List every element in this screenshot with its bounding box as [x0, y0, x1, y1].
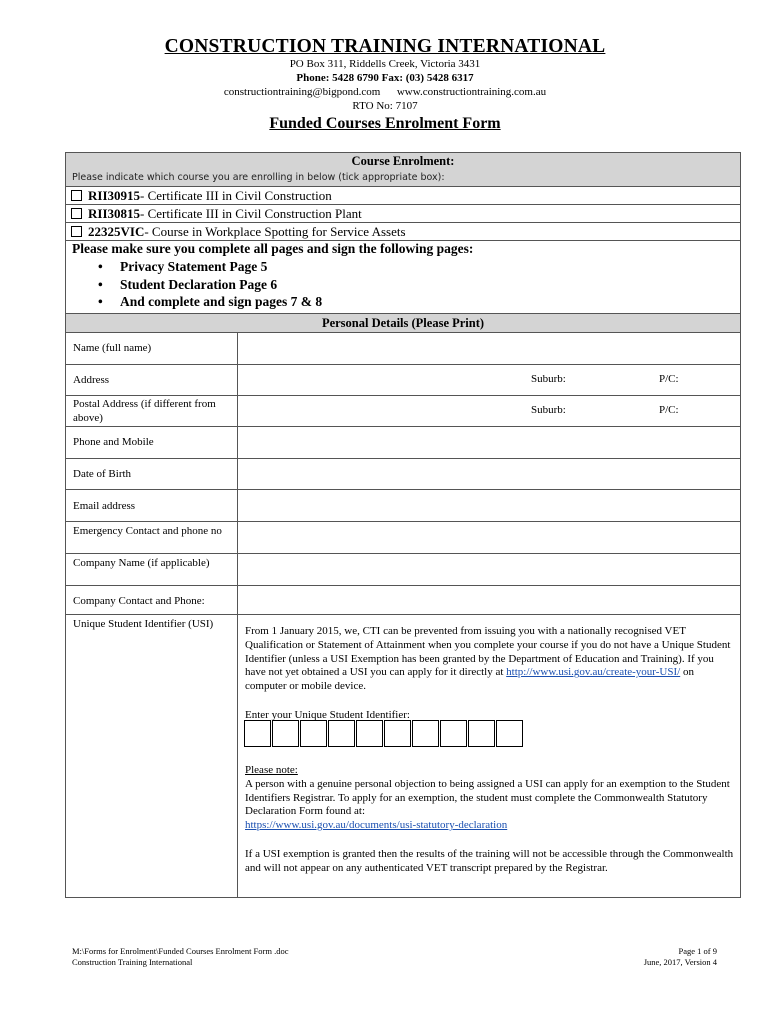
page-list-item: • And complete and sign pages 7 & 8	[98, 294, 323, 309]
field-label: Emergency Contact and phone no	[73, 525, 222, 537]
note-text: A person with a genuine personal objection to being assigned a USI can apply for an exemption to the Student Identifiers Registrar. To apply for an exemption, the student must complete the Commonwealth Statutory Declaration Form found at:	[245, 777, 730, 818]
checkbox-icon[interactable]	[71, 226, 82, 237]
course-enrolment-title: Course Enrolment:	[351, 154, 455, 168]
field-row-postal-address[interactable]	[65, 396, 741, 427]
field-row-phone[interactable]	[65, 427, 741, 459]
field-row-address[interactable]	[65, 365, 741, 396]
usi-create-link[interactable]: http://www.usi.gov.au/create-your-USI/	[506, 666, 681, 679]
field-label: Address	[73, 374, 110, 386]
field-label: Phone and Mobile	[73, 436, 154, 448]
sign-pages-instruction: Please make sure you complete all pages and sign the following pages:	[72, 241, 474, 256]
usi-exemption-text: If a USI exemption is granted then the results of the training will not be accessible through the Commonwealth and will not appear on any authenticated VET transcript prepared by the Registrar.	[245, 848, 734, 874]
course-code: 22325VIC	[88, 224, 145, 239]
postal-address: PO Box 311, Riddells Creek, Victoria 3431	[289, 58, 481, 70]
footer-right	[644, 946, 717, 968]
usi-char-box[interactable]	[496, 720, 523, 747]
usi-entry-label: Enter your Unique Student Identifier:	[245, 709, 410, 721]
personal-details-header	[65, 313, 741, 333]
bullet-icon: •	[98, 294, 103, 309]
page-list-item: • Student Declaration Page 6	[98, 277, 278, 292]
course-name: - Course in Workplace Spotting for Service Assets	[144, 224, 406, 239]
course-option[interactable]	[65, 205, 741, 223]
footer-left	[72, 946, 289, 968]
field-row-email[interactable]	[65, 490, 741, 522]
bullet-icon: •	[98, 277, 103, 292]
field-label: Date of Birth	[73, 468, 132, 480]
usi-char-box[interactable]	[468, 720, 495, 747]
course-enrolment-instruction: Please indicate which course you are enrolling in below (tick appropriate box):	[72, 172, 445, 183]
course-name: - Certificate III in Civil Construction	[140, 188, 332, 203]
field-label: Unique Student Identifier (USI)	[73, 618, 214, 630]
rto-number: RTO No: 7107	[352, 100, 418, 112]
usi-info-paragraph: From 1 January 2015, we, CTI can be prevented from issuing you with a nationally recognised VET Qualification or Statement of Attainment when you complete your course if you do not have a Unique Student Identifier (unless a USI Exemption has been granted by the Department of Education and Training). If you have not yet obtained a USI you can apply for it directly at http://www.usi.gov.au/create-your-USI/ on computer or mobile device.	[245, 625, 731, 693]
usi-note	[245, 764, 735, 833]
phone-fax: Phone: 5428 6790 Fax: (03) 5428 6317	[296, 72, 474, 84]
contact-line	[0, 86, 770, 98]
field-label: Name (full name)	[73, 342, 152, 354]
checkbox-icon[interactable]	[71, 190, 82, 201]
usi-char-box[interactable]	[356, 720, 383, 747]
checkbox-icon[interactable]	[71, 208, 82, 219]
organisation-name: CONSTRUCTION TRAINING INTERNATIONAL	[164, 36, 606, 57]
file-path: M:\Forms for Enrolment\Funded Courses Enrolment Form .doc	[72, 946, 289, 956]
course-name: - Certificate III in Civil Construction Plant	[140, 206, 362, 221]
postcode-label: P/C:	[659, 373, 679, 385]
footer-org: Construction Training International	[72, 957, 193, 967]
usi-char-box[interactable]	[412, 720, 439, 747]
usi-char-box[interactable]	[440, 720, 467, 747]
website-text: www.constructiontraining.com.au	[396, 86, 547, 98]
field-row-company-contact[interactable]	[65, 586, 741, 615]
suburb-label: Suburb:	[531, 373, 566, 385]
field-label: Postal Address (if different from above)	[73, 398, 216, 424]
course-enrolment-header	[65, 152, 741, 187]
statutory-declaration-link[interactable]: https://www.usi.gov.au/documents/usi-statutory-declaration	[245, 819, 508, 832]
course-code: RII30915	[88, 188, 141, 203]
personal-details-title: Personal Details (Please Print)	[321, 316, 485, 330]
field-row-dob[interactable]	[65, 459, 741, 490]
course-option[interactable]	[65, 187, 741, 205]
field-label: Email address	[73, 500, 136, 512]
course-option[interactable]	[65, 223, 741, 241]
usi-char-box[interactable]	[244, 720, 271, 747]
note-title: Please note:	[245, 764, 298, 776]
field-label: Company Contact and Phone:	[73, 595, 205, 607]
page-number: Page 1 of 9	[678, 946, 717, 956]
field-label: Company Name (if applicable)	[73, 557, 210, 569]
usi-char-box[interactable]	[384, 720, 411, 747]
bullet-icon: •	[98, 259, 103, 274]
email-text: constructiontraining@bigpond.com	[223, 86, 381, 98]
usi-char-box[interactable]	[272, 720, 299, 747]
field-row-company-name[interactable]	[65, 554, 741, 586]
field-row-name[interactable]	[65, 333, 741, 365]
usi-char-box[interactable]	[328, 720, 355, 747]
page-list-item: • Privacy Statement Page 5	[98, 259, 268, 274]
usi-entry-boxes[interactable]	[244, 720, 524, 747]
suburb-label: Suburb:	[531, 404, 566, 416]
form-title: Funded Courses Enrolment Form	[269, 115, 501, 132]
field-row-emergency-contact[interactable]	[65, 522, 741, 554]
usi-char-box[interactable]	[300, 720, 327, 747]
postcode-label: P/C:	[659, 404, 679, 416]
course-code: RII30815	[88, 206, 141, 221]
version: June, 2017, Version 4	[643, 957, 717, 967]
